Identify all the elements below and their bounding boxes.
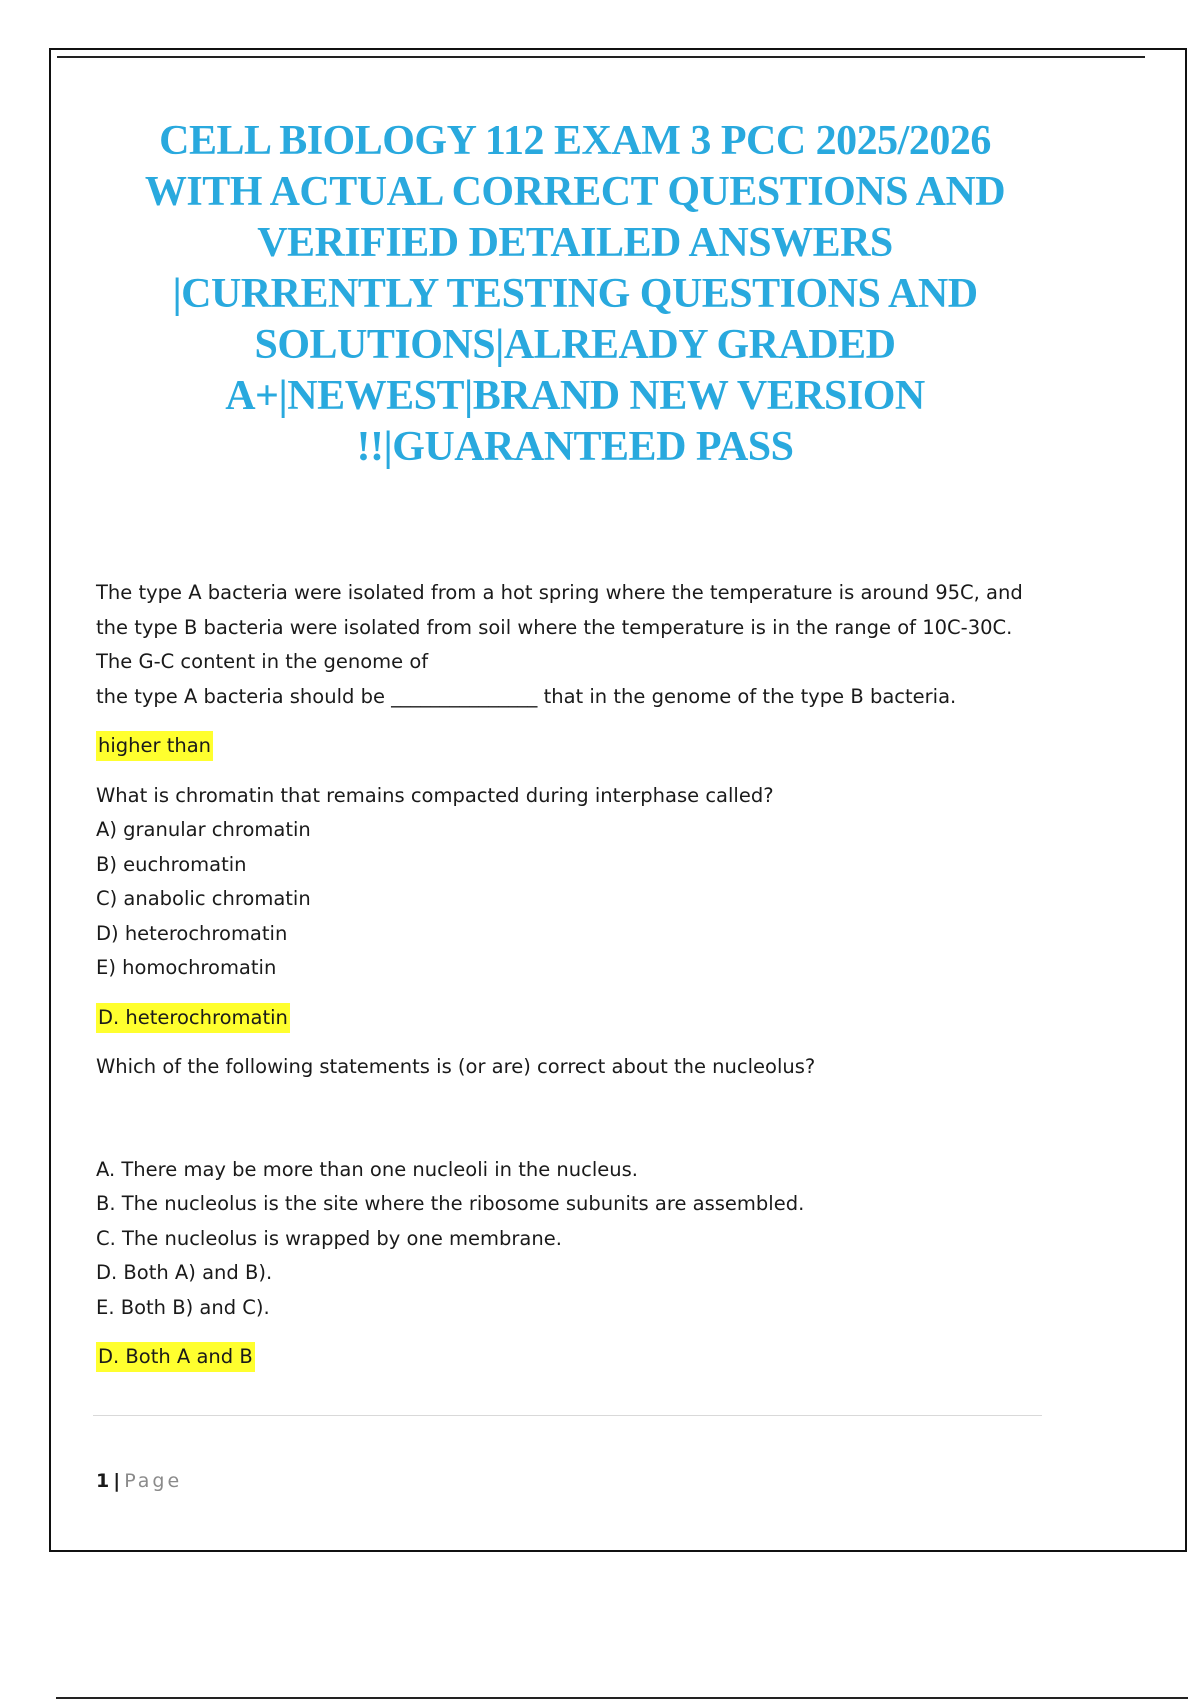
question-3 <box>96 1050 1056 1375</box>
answer-option: C. The nucleolus is wrapped by one membrane. <box>96 1226 562 1250</box>
question-text-line: The G-C content in the genome of <box>96 650 429 673</box>
top-rule <box>57 56 1145 58</box>
title-line: SOLUTIONS|ALREADY GRADED <box>254 322 896 368</box>
title-line: |CURRENTLY TESTING QUESTIONS AND <box>172 271 978 317</box>
answer-option: B) euchromatin <box>96 852 247 876</box>
title-line: CELL BIOLOGY 112 EXAM 3 PCC 2025/2026 <box>159 118 991 164</box>
question-text: What is chromatin that remains compacted during interphase called? <box>96 783 774 807</box>
page-footer <box>96 1470 182 1492</box>
title-line: WITH ACTUAL CORRECT QUESTIONS AND <box>144 169 1006 215</box>
bottom-rule <box>56 1697 1188 1699</box>
document-body <box>96 576 1056 1375</box>
title-line: !!|GUARANTEED PASS <box>356 424 794 470</box>
title-line: VERIFIED DETAILED ANSWERS <box>257 220 893 266</box>
question-text: Which of the following statements is (or are) correct about the nucleolus? <box>96 1055 816 1078</box>
footer-separator: | <box>113 1470 121 1492</box>
answer-highlight: higher than <box>96 731 213 761</box>
answer-highlight: D. Both A and B <box>96 1342 255 1372</box>
answer-option: C) anabolic chromatin <box>96 887 311 910</box>
question-text-line: the type A bacteria should be _______________ that in the genome of the type B bacteria. <box>96 684 957 708</box>
answer-option: E. Both B) and C). <box>96 1295 270 1319</box>
answer-highlight: D. heterochromatin <box>96 1003 290 1033</box>
page-number: 1 <box>96 1470 110 1492</box>
answer-option: B. The nucleolus is the site where the ribosome subunits are assembled. <box>96 1192 805 1215</box>
footer-rule <box>93 1415 1042 1416</box>
answer-option: E) homochromatin <box>96 956 277 979</box>
answer-option: D. Both A) and B). <box>96 1261 273 1284</box>
question-1 <box>96 576 1056 764</box>
question-text-line: the type B bacteria were isolated from soil where the temperature is in the range of 10C-30C. <box>96 615 1013 639</box>
answer-option: A) granular chromatin <box>96 818 311 841</box>
document-title <box>110 116 1040 473</box>
answer-option: A. There may be more than one nucleoli in the nucleus. <box>96 1157 638 1181</box>
answer-option: D) heterochromatin <box>96 921 288 945</box>
page-label: Page <box>124 1470 183 1492</box>
title-line: A+|NEWEST|BRAND NEW VERSION <box>225 373 925 419</box>
question-2 <box>96 779 1056 1036</box>
question-text-line: The type A bacteria were isolated from a hot spring where the temperature is around 95C, and <box>96 581 1023 604</box>
